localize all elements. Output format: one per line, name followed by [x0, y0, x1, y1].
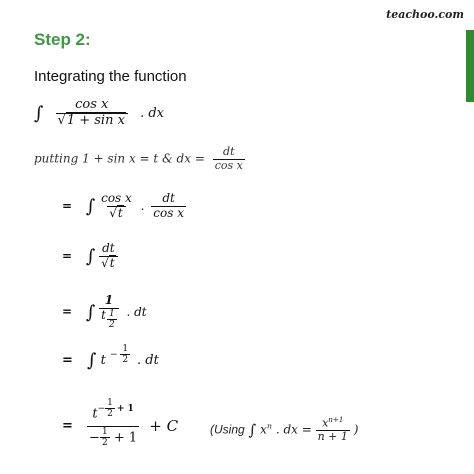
plus-c: + C	[149, 417, 179, 436]
numerator: cos x	[75, 97, 109, 112]
den: n + 1	[317, 430, 348, 444]
den-sign: −	[89, 430, 100, 446]
f2-den: cos x	[153, 205, 184, 220]
x: x	[260, 422, 267, 437]
f2-num: dt	[162, 191, 175, 205]
integral-sign: ∫	[85, 195, 96, 217]
equals: =	[62, 248, 73, 263]
equals: =	[62, 353, 73, 368]
sqrt-sign: √	[109, 205, 117, 220]
using-suffix: )	[353, 422, 359, 437]
integral-sign: ∫	[34, 102, 44, 124]
step-line-6	[62, 398, 179, 449]
step-line-4	[62, 294, 147, 330]
f1-den-inner: t	[117, 205, 123, 220]
dt-tail: . dt	[136, 353, 159, 368]
integral-sign: ∫	[85, 245, 96, 267]
num-exp: n+1	[328, 415, 344, 424]
accent-bar	[466, 30, 474, 102]
num-exp-den: 2	[107, 409, 113, 420]
den-frac-num: 1	[101, 426, 108, 437]
dot: .	[140, 198, 145, 213]
integral-sign: ∫	[87, 350, 97, 371]
num-exp-num: 1	[107, 398, 113, 408]
num: dt	[102, 241, 115, 255]
exp-den: 2	[122, 355, 129, 366]
substitution-text: putting 1 + sin x = t & dx =	[34, 151, 205, 166]
integral-sign: ∫	[85, 301, 96, 323]
den-tail: + 1	[113, 430, 138, 446]
exp-num: 1	[122, 344, 129, 354]
denominator-inner: 1 + sin x	[66, 112, 125, 128]
step-line-2	[62, 192, 186, 221]
num-x: x	[322, 416, 329, 430]
brand-logo: teachoo.com	[386, 8, 464, 21]
dx-eq: . dx =	[275, 422, 312, 437]
step-title: Step 2:	[34, 30, 91, 49]
exp-num: 1	[108, 308, 115, 319]
base: t	[100, 353, 106, 368]
step-line-3	[62, 242, 118, 271]
dt-tail: . dt	[126, 304, 147, 319]
f1-num: cos x	[101, 191, 132, 205]
equals: =	[62, 198, 73, 213]
using-prefix: (Using	[210, 422, 245, 437]
sub-frac-num: dt	[223, 145, 235, 158]
heading: Integrating the function	[34, 68, 187, 85]
den-inner: t	[109, 255, 115, 270]
integral-expression	[34, 98, 164, 129]
num: 1	[104, 293, 114, 307]
formula-note	[210, 416, 358, 444]
sqrt-sign: √	[57, 112, 66, 128]
den-base: t	[101, 307, 106, 322]
num-exp-sign: −	[97, 404, 106, 415]
num-exp-tail: + 1	[116, 404, 134, 415]
substitution-line	[34, 146, 245, 172]
equals: =	[62, 418, 73, 434]
dx-tail: . dx	[140, 105, 164, 121]
equals: =	[62, 304, 73, 319]
num-base: t	[92, 406, 98, 422]
sqrt-sign: √	[101, 255, 109, 270]
step-line-5	[62, 344, 159, 372]
integral-sign: ∫	[248, 420, 257, 439]
sub-frac-den: cos x	[214, 158, 243, 172]
x-exp: n	[266, 421, 272, 431]
exp-sign: −	[109, 350, 118, 361]
exp-den: 2	[108, 320, 115, 331]
den-frac-den: 2	[101, 438, 108, 449]
